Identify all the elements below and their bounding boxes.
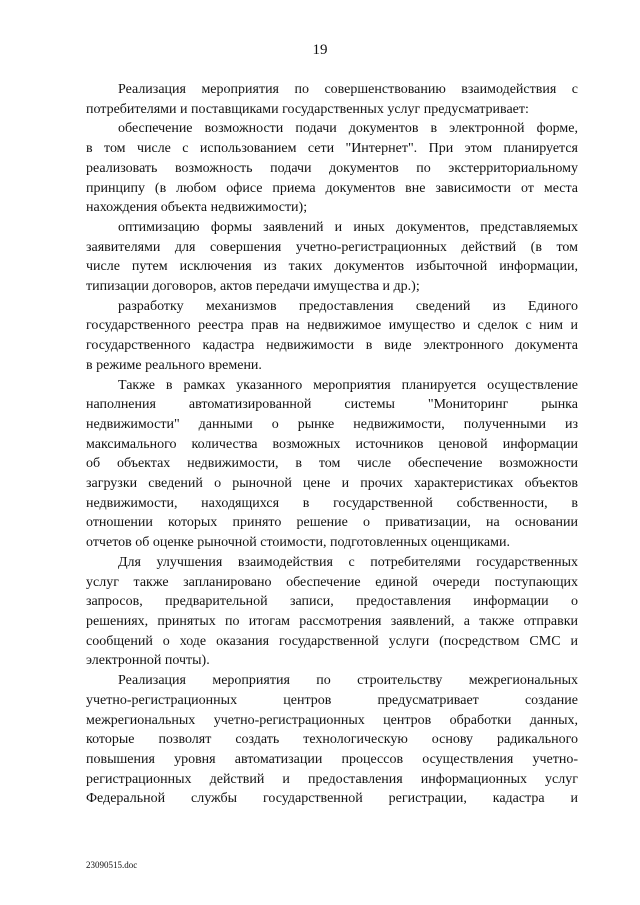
text-line: недвижимости, находящихся в государственной собственности, в (86, 495, 578, 511)
text-line: оптимизацию формы заявлений и иных документов, представляемых (118, 219, 578, 235)
text-line: государственного реестра прав на недвижимое имущество и сделок с ним и (86, 318, 578, 334)
paragraph (86, 553, 578, 671)
text-line: электронной почты). (86, 653, 210, 669)
text-line: отчетов об оценке рыночной стоимости, подготовленных оценщиками. (86, 535, 510, 551)
text-line: в том числе с использованием сети "Интернет". При этом планируется (86, 141, 578, 157)
text-line: повышения уровня автоматизации процессов осуществления учетно- (86, 751, 578, 767)
text-line: в режиме реального времени. (86, 357, 262, 373)
document-body (86, 80, 578, 809)
text-line: об объектах недвижимости, в том числе обеспечение возможности (86, 456, 578, 472)
text-line: регистрационных действий и предоставления информационных услуг (86, 771, 578, 787)
paragraph (86, 218, 578, 297)
text-line: государственного кадастра недвижимости в виде электронного документа (86, 338, 578, 354)
text-line: числе путем исключения из таких документов избыточной информации, (86, 259, 578, 275)
text-line: Для улучшения взаимодействия с потребителями государственных (118, 554, 578, 570)
text-line: разработку механизмов предоставления сведений из Единого (118, 298, 578, 314)
text-line: заявителями для совершения учетно-регистрационных действий (в том (86, 239, 578, 255)
page-number: 19 (312, 42, 328, 58)
paragraph (86, 376, 578, 553)
text-line: потребителями и поставщиками государственных услуг предусматривает: (86, 101, 529, 117)
text-line: наполнения автоматизированной системы "Мониторинг рынка (86, 397, 578, 413)
text-line: нахождения объекта недвижимости); (86, 200, 308, 216)
text-line: максимального количества возможных источников ценовой информации (86, 436, 578, 452)
text-line: которые позволят создать технологическую основу радикального (86, 732, 578, 748)
text-line: загрузки сведений о рыночной цене и прочих характеристиках объектов (86, 476, 578, 492)
paragraph (86, 80, 578, 119)
text-line: Реализация мероприятия по совершенствованию взаимодействия с (118, 82, 578, 97)
text-line: типизации договоров, актов передачи имущества и др.); (86, 279, 420, 295)
text-line: услуг также запланировано обеспечение единой очереди поступающих (86, 574, 578, 590)
text-line: Федеральной службы государственной регистрации, кадастра и (86, 791, 578, 807)
text-line: запросов, предварительной записи, предоставления информации о (86, 594, 578, 610)
text-line: межрегиональных учетно-регистрационных центров обработки данных, (86, 712, 578, 728)
text-line: решениях, принятых по итогам рассмотрения заявлений, а также отправки (86, 613, 578, 629)
text-line: обеспечение возможности подачи документов в электронной форме, (118, 121, 578, 137)
paragraph (86, 119, 578, 218)
text-line: Реализация мероприятия по строительству межрегиональных (118, 673, 578, 689)
text-line: отношении которых принято решение о приватизации, на основании (86, 515, 578, 531)
text-line: принципу (в любом офисе приема документов вне зависимости от места (86, 180, 578, 196)
text-line: сообщений о ходе оказания государственной услуги (посредством СМС и (86, 633, 578, 649)
footer-filename: 23090515.doc (86, 860, 138, 870)
paragraph (86, 297, 578, 376)
text-line: реализовать возможность подачи документов по экстерриториальному (86, 160, 578, 176)
text-line: учетно-регистрационных центров предусматривает создание (86, 692, 578, 708)
text-line: недвижимости" данными о рынке недвижимости, полученными из (86, 416, 578, 432)
paragraph (86, 671, 578, 809)
text-line: Также в рамках указанного мероприятия планируется осуществление (118, 377, 578, 393)
